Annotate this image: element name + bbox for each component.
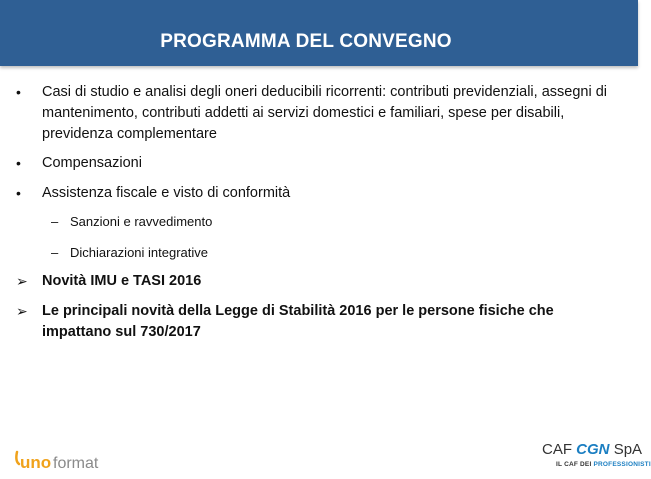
bullet-dot: • [16,185,21,201]
unoformat-logo [14,447,124,475]
sub-list-item-text: Sanzioni e ravvedimento [70,214,213,229]
list-item-text: Compensazioni [42,155,142,171]
dash-marker: – [51,214,59,229]
bullet-dot: • [16,84,21,100]
sub-list-item [16,213,622,231]
sub-list-item [16,244,622,262]
dash-marker: – [51,245,59,260]
slide-content [16,82,622,343]
highlight-item-text: Le principali novità della Legge di Stabilità 2016 per le persone fisiche che impattano sul 730/2017 [42,303,554,340]
highlight-item [16,271,622,292]
list-item [16,183,622,204]
list-item [16,153,622,174]
slide-title: PROGRAMMA DEL CONVEGNO [160,31,452,52]
sub-list-item-text: Dichiarazioni integrative [70,245,209,260]
list-item [16,82,622,145]
title-bar [0,0,638,66]
svg-text:uno: uno [20,453,52,472]
arrow-bullet-icon: ➢ [16,273,28,289]
list-item-text: Assistenza fiscale e visto di conformità [42,185,291,201]
bullet-dot: • [16,155,21,171]
highlight-item-text: Novità IMU e TASI 2016 [42,273,202,289]
list-item-text: Casi di studio e analisi degli oneri deducibili ricorrenti: contributi previdenziali, assegni di mantenimento, contributi addetti ai servizi domestici e familiari, spese per disabili, previdenza complementare [42,84,607,142]
caf-cgn-logo: CAF CGN SpA IL CAF DEI PROFESSIONISTI [542,441,651,468]
svg-text:format: format [53,455,99,472]
highlight-item [16,301,622,343]
arrow-bullet-icon: ➢ [16,303,28,319]
